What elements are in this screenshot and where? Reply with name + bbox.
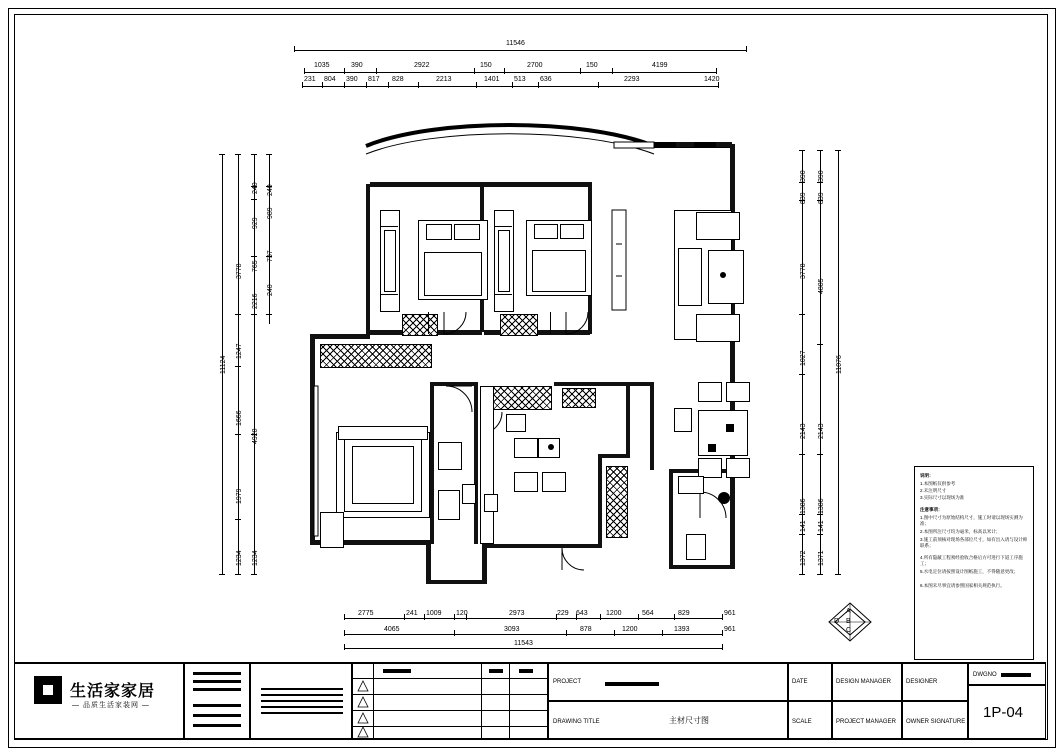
dim-right-total: 11076	[836, 355, 843, 374]
dim-right-a5: 1386	[800, 498, 807, 514]
dim-top1-5: 150	[586, 62, 598, 69]
date-label: DATE	[792, 679, 808, 685]
dim-left-b3: 2216	[252, 293, 259, 309]
dim-left-b5: 1234	[252, 550, 259, 566]
revision-bars-cell	[184, 663, 250, 739]
scale-label: SCALE	[792, 719, 812, 725]
designer-cell	[902, 663, 968, 701]
dim-left-a4: 1234	[236, 550, 243, 566]
pillow-2a	[534, 224, 558, 239]
dim-bot2-1: 3093	[504, 626, 520, 633]
dining-chair-5	[726, 458, 750, 478]
sink	[514, 438, 538, 458]
dim-right-b6: 1371	[818, 550, 825, 566]
dim-bot2-2: 878	[580, 626, 592, 633]
drawing-title-cell	[548, 701, 788, 739]
table-item	[726, 424, 734, 432]
tile-hatch-1	[402, 314, 438, 336]
dim-left-a3: 1979	[236, 488, 243, 504]
note-line-1: 2.未注明尺寸	[920, 488, 947, 493]
floor-drain	[718, 492, 730, 504]
pillow-1a	[426, 224, 452, 240]
project-manager-cell	[832, 701, 902, 739]
notes-panel	[914, 466, 1034, 660]
dim-bot1-8: 564	[642, 610, 654, 617]
washbasin	[678, 476, 704, 494]
dim-bot-total: 11543	[514, 640, 533, 647]
notes-heading: 说明：	[920, 473, 934, 478]
note-line-2: 3.实际尺寸以现场为准	[920, 495, 965, 500]
compass-label-c: C	[846, 627, 852, 634]
date-cell	[788, 663, 832, 701]
dim-top2-9: 2293	[624, 76, 640, 83]
dim-bot1-3: 120	[456, 610, 468, 617]
dim-top2-7: 513	[514, 76, 526, 83]
dim-right-b1: 839	[818, 192, 825, 204]
company-tagline: — 品质生活家装网 —	[72, 702, 150, 709]
sheet-number: 1P-04	[983, 704, 1024, 721]
balcony-hatch-2	[694, 142, 716, 148]
fridge	[506, 414, 526, 432]
dim-right-a0: 390	[800, 170, 807, 182]
design-manager-label: DESIGN MANAGER	[836, 679, 892, 685]
table-item-2	[708, 444, 716, 452]
dim-left-a1: 1247	[236, 343, 243, 359]
dim-top2-10: 1420	[704, 76, 720, 83]
dim-bot2-0: 4065	[384, 626, 400, 633]
table-centerpiece	[720, 272, 726, 278]
dim-left-b1: 929	[252, 217, 259, 229]
wardrobe-shelf	[384, 230, 396, 292]
dining-chair-2	[726, 382, 750, 402]
dim-bot1-10: 961	[724, 610, 736, 617]
dim-top1-6: 4199	[652, 62, 668, 69]
cabinet-master	[462, 484, 476, 504]
dim-left-total: 11124	[220, 355, 227, 374]
design-manager-cell	[832, 663, 902, 701]
dim-bot1-5: 229	[557, 610, 569, 617]
burner	[548, 444, 554, 450]
revision-table	[352, 663, 548, 739]
scale-cell	[788, 701, 832, 739]
project-cell	[548, 663, 788, 701]
chair-master	[438, 442, 462, 470]
dim-bot1-1: 241	[406, 610, 418, 617]
dim-bot2-5: 961	[724, 626, 736, 633]
dim-bot2-3: 1200	[622, 626, 638, 633]
appliance-2	[542, 472, 566, 492]
dim-bot2-4: 1393	[674, 626, 690, 633]
project-label: PROJECT	[553, 679, 582, 685]
note-line-0: 1.本图纸仅供参考	[920, 481, 956, 486]
dim-left-b4: 4920	[252, 428, 259, 444]
dim-top1-0: 1035	[314, 62, 330, 69]
drawing-title-label: DRAWING TITLE	[553, 719, 600, 725]
dim-right-a4: 2143	[800, 423, 807, 439]
dim-top1-1: 390	[351, 62, 363, 69]
dim-top2-6: 1401	[484, 76, 500, 83]
armchair-left	[678, 248, 702, 306]
dim-top2-0: 231	[304, 76, 316, 83]
dim-top2-4: 828	[392, 76, 404, 83]
dim-left-a0: 3778	[236, 263, 243, 279]
dwgno-cell	[968, 663, 1046, 685]
dim-right-a6: 141	[800, 520, 807, 532]
dim-left-c2: 737	[267, 250, 274, 262]
corridor-tile-hatch	[492, 386, 552, 410]
wall-geometry	[14, 14, 1046, 662]
dim-right-b5: 141	[818, 520, 825, 532]
dim-left-c1: 989	[267, 207, 274, 219]
note-line-3: 注意事项：	[920, 507, 943, 512]
compass-label-a: A	[846, 608, 851, 615]
dim-top2-3: 817	[368, 76, 380, 83]
tile-hatch-2	[500, 314, 538, 336]
bed-quilt-2	[532, 250, 586, 292]
title-block	[14, 662, 1046, 739]
project-manager-label: PROJECT MANAGER	[836, 719, 896, 725]
pillow-2b	[560, 224, 584, 239]
dim-bot1-6: 643	[576, 610, 588, 617]
dining-table	[698, 410, 748, 456]
dim-left-b2: 765	[252, 260, 259, 272]
dim-left-b0: 240	[252, 182, 259, 194]
note-line-9: 6.本图未尽事宜请参照国家相关规范执行。	[920, 583, 1005, 588]
hall-tile-hatch	[320, 344, 432, 368]
note-line-6: 3.施工前须核对现场各部位尺寸，如有出入请与设计师联系；	[920, 537, 1028, 548]
owner-signature-label: OWNER SIGNATURE	[906, 719, 966, 725]
dim-top2-5: 2213	[436, 76, 452, 83]
sofa-bottom	[696, 314, 740, 342]
dwgno-label: DWGNO	[973, 672, 997, 678]
dim-right-b4: 1386	[818, 498, 825, 514]
dim-right-a1: 839	[800, 192, 807, 204]
note-line-4: 1.图中尺寸为原始结构尺寸，施工时请以现场实测为准；	[920, 515, 1023, 526]
appliance-1	[514, 472, 538, 492]
dim-right-b0: 390	[818, 170, 825, 182]
dim-right-b3: 2143	[818, 423, 825, 439]
headboard-master	[338, 426, 428, 440]
compass-label-b: B	[846, 618, 851, 625]
entry-tile-hatch	[606, 466, 628, 538]
wardrobe-shelf-2	[498, 230, 510, 292]
drawing-title-value: 主材尺寸图	[669, 716, 709, 725]
note-line-7: 4.所有隐蔽工程须经验收合格后方可进行下道工序施工；	[920, 555, 1023, 566]
coffee-table	[708, 250, 744, 304]
bed-quilt-1	[424, 252, 482, 296]
dim-top2-2: 390	[346, 76, 358, 83]
dining-chair-1	[698, 382, 722, 402]
dining-chair-4	[698, 458, 722, 478]
stamp-lines-cell	[250, 663, 352, 739]
designer-label: DESIGNER	[906, 679, 938, 685]
dim-bot1-0: 2775	[358, 610, 374, 617]
pillow-1b	[454, 224, 480, 240]
owner-signature-cell	[902, 701, 968, 739]
floor-plan	[14, 14, 1046, 662]
kitchen-tile-hatch	[562, 388, 596, 408]
sheet-number-cell	[968, 685, 1046, 739]
dim-bot1-4: 2973	[509, 610, 525, 617]
company-name: 生活家家居	[70, 683, 156, 700]
dim-right-a7: 1372	[800, 550, 807, 566]
dim-bot1-9: 829	[678, 610, 690, 617]
dim-right-a3: 1027	[800, 350, 807, 366]
north-compass	[826, 600, 874, 644]
dim-bot1-7: 1200	[606, 610, 622, 617]
dim-top1-2: 2922	[414, 62, 430, 69]
dim-right-b2: 4805	[818, 278, 825, 294]
dim-left-c3: 240	[267, 284, 274, 296]
desk-master	[438, 490, 460, 520]
dim-top2-8: 636	[540, 76, 552, 83]
dining-chair-3	[674, 408, 692, 432]
dim-top2-1: 804	[324, 76, 336, 83]
dim-left-a2: 1666	[236, 410, 243, 426]
company-logo-icon	[34, 676, 62, 704]
dim-top1-4: 2700	[527, 62, 543, 69]
bed-master-quilt	[352, 446, 414, 504]
note-line-8: 5.水电定位请按照设计图纸施工，不得随意更改；	[920, 569, 1019, 574]
dim-top1-3: 150	[480, 62, 492, 69]
note-line-5: 2.本图所注尺寸均为毫米，标高以米计；	[920, 529, 1001, 534]
dim-bot1-2: 1009	[426, 610, 442, 617]
nightstand-master	[320, 512, 344, 548]
dim-left-c0: 240	[267, 184, 274, 196]
kitchen-cab	[484, 494, 498, 512]
kitchen-counter	[480, 386, 494, 544]
toilet	[686, 534, 706, 560]
dim-right-a2: 3778	[800, 263, 807, 279]
compass-label-d: D	[834, 618, 840, 625]
dim-top-total: 11546	[506, 40, 525, 47]
balcony-hatch-1	[654, 142, 676, 148]
sofa-top	[696, 212, 740, 240]
